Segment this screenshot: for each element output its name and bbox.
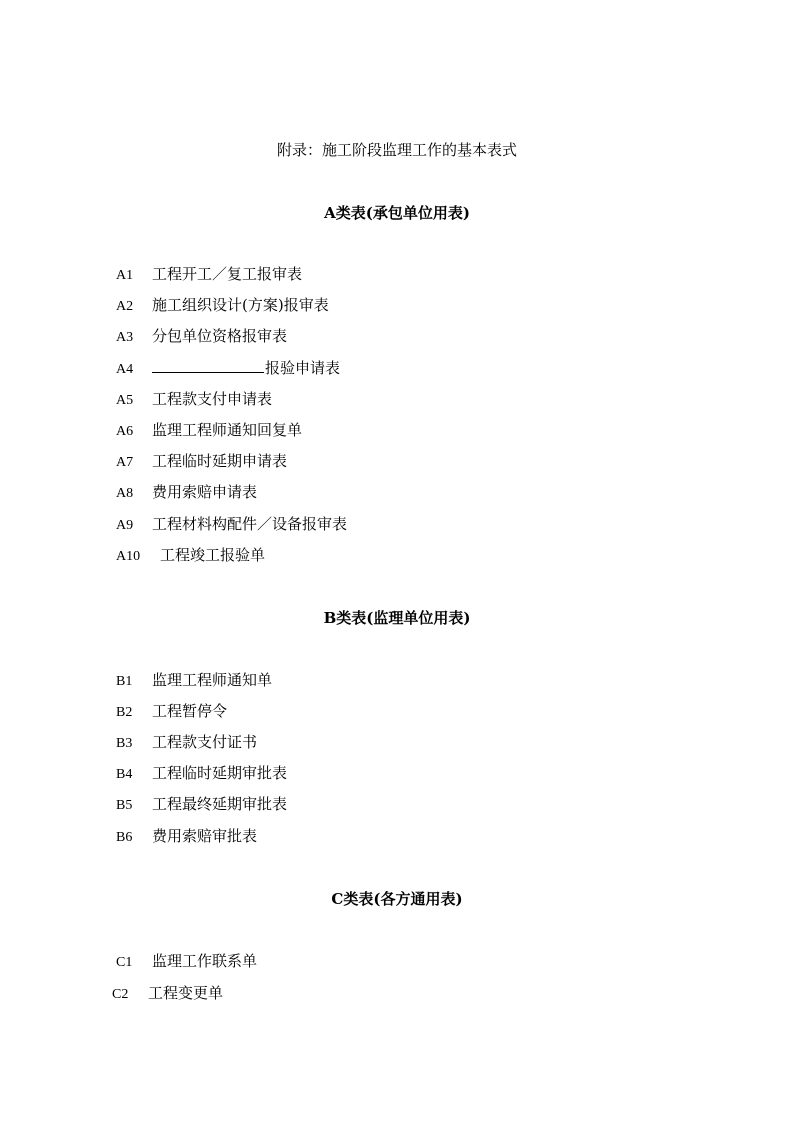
item-code: A6 xyxy=(116,424,134,439)
list-item xyxy=(116,950,257,972)
item-label: 工程最终延期审批表 xyxy=(152,795,288,813)
section-heading-c: C类表(各方通用表) xyxy=(331,890,463,908)
list-item xyxy=(112,982,223,1004)
item-code: C2 xyxy=(112,987,129,1002)
section-heading-b: B类表(监理单位用表) xyxy=(323,609,471,627)
item-label: 监理工作联系单 xyxy=(152,952,258,970)
list-item xyxy=(116,357,340,379)
item-code: B4 xyxy=(116,767,133,782)
list-item xyxy=(116,294,329,316)
item-label: 工程临时延期申请表 xyxy=(152,452,288,470)
item-code: B5 xyxy=(116,798,133,813)
item-label: 工程款支付证书 xyxy=(152,733,258,751)
item-code: A10 xyxy=(116,549,141,564)
list-item xyxy=(116,263,302,285)
item-code: A1 xyxy=(116,268,134,283)
item-code: A7 xyxy=(116,455,134,470)
list-item xyxy=(116,419,302,441)
list-item xyxy=(116,481,257,503)
list-item xyxy=(116,325,287,347)
item-code: A2 xyxy=(116,299,134,314)
item-label: 工程款支付申请表 xyxy=(152,390,273,408)
item-code: B3 xyxy=(116,736,133,751)
list-item xyxy=(116,513,347,535)
item-label: 监理工程师通知回复单 xyxy=(152,421,303,439)
item-code: B1 xyxy=(116,674,133,689)
page-title: 附录：施工阶段监理工作的基本表式 xyxy=(276,141,517,159)
list-item xyxy=(116,793,287,815)
item-code: A5 xyxy=(116,393,134,408)
section-heading-a: A类表(承包单位用表) xyxy=(324,204,470,222)
item-label: 工程材料构配件／设备报审表 xyxy=(152,515,348,533)
list-item xyxy=(116,762,287,784)
item-label: 工程变更单 xyxy=(148,984,224,1002)
item-code: A9 xyxy=(116,518,134,533)
item-code: A8 xyxy=(116,486,134,501)
item-label: 施工组织设计(方案)报审表 xyxy=(152,296,329,314)
fill-in-blank xyxy=(152,358,264,373)
list-item xyxy=(116,825,257,847)
item-label: 工程开工／复工报审表 xyxy=(152,265,303,283)
item-code: C1 xyxy=(116,955,133,970)
list-item xyxy=(116,669,272,691)
list-item xyxy=(116,731,257,753)
list-item xyxy=(116,700,227,722)
item-label: 工程暂停令 xyxy=(152,702,228,720)
item-label: 分包单位资格报审表 xyxy=(152,327,288,345)
item-label: 费用索赔审批表 xyxy=(152,827,258,845)
list-item xyxy=(116,544,265,566)
list-item xyxy=(116,450,287,472)
item-code: B2 xyxy=(116,705,133,720)
item-label: 费用索赔申请表 xyxy=(152,483,258,501)
item-label: 监理工程师通知单 xyxy=(152,671,273,689)
item-code: A4 xyxy=(116,362,134,377)
item-code: B6 xyxy=(116,830,133,845)
item-label: 报验申请表 xyxy=(265,359,341,377)
item-label: 工程临时延期审批表 xyxy=(152,764,288,782)
item-label: 工程竣工报验单 xyxy=(160,546,266,564)
item-code: A3 xyxy=(116,330,134,345)
list-item xyxy=(116,388,272,410)
